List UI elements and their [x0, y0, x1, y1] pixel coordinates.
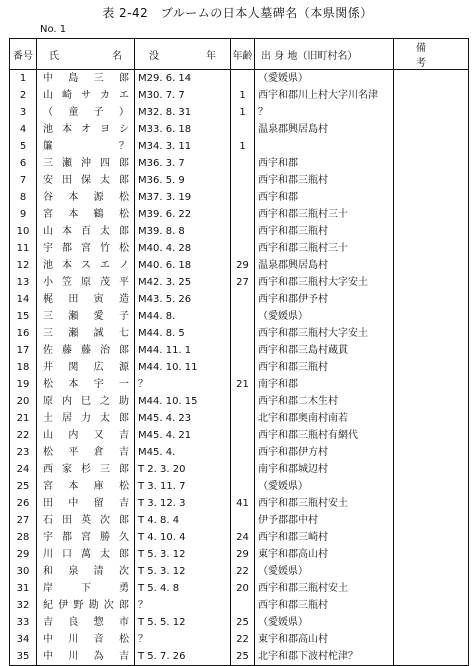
cell-death-year: M40. 4. 28 — [135, 240, 231, 257]
header-age: 年齢 — [231, 39, 255, 70]
cell-number: 10 — [10, 223, 37, 240]
table-row — [10, 410, 469, 427]
cell-name: 宇都宮竹松 — [37, 240, 135, 257]
cell-death-year: M37. 3. 19 — [135, 189, 231, 206]
cell-death-year: M32. 8. 31 — [135, 104, 231, 121]
cell-remarks — [394, 342, 469, 359]
cell-number: 12 — [10, 257, 37, 274]
cell-age — [231, 325, 255, 342]
cell-remarks — [394, 223, 469, 240]
cell-age — [231, 121, 255, 138]
cell-number: 6 — [10, 155, 37, 172]
cell-number: 20 — [10, 393, 37, 410]
cell-name: 中島三郎 — [37, 70, 135, 88]
table-row — [10, 597, 469, 614]
cell-number: 11 — [10, 240, 37, 257]
cell-age: 29 — [231, 546, 255, 563]
cell-remarks — [394, 155, 469, 172]
cell-death-year: M44. 11. 1 — [135, 342, 231, 359]
cell-birthplace: （愛媛県） — [255, 563, 394, 580]
cell-number: 24 — [10, 461, 37, 478]
cell-death-year: M45. 4. 23 — [135, 410, 231, 427]
cell-age: 1 — [231, 104, 255, 121]
cell-remarks — [394, 308, 469, 325]
table-row — [10, 342, 469, 359]
cell-birthplace: （愛媛県） — [255, 70, 394, 88]
cell-number: 17 — [10, 342, 37, 359]
cell-age — [231, 597, 255, 614]
table-row — [10, 87, 469, 104]
cell-death-year: M45. 4. 21 — [135, 427, 231, 444]
cell-birthplace: 東宇和郡高山村 — [255, 631, 394, 648]
cell-remarks — [394, 512, 469, 529]
cell-name: 紀伊野勘次郎 — [37, 597, 135, 614]
cell-birthplace: 西宇和郡三瓶村有網代 — [255, 427, 394, 444]
cell-number: 29 — [10, 546, 37, 563]
cell-remarks — [394, 240, 469, 257]
cell-age — [231, 155, 255, 172]
cell-number: 14 — [10, 291, 37, 308]
cell-birthplace: 西宇和郡三瓶村 — [255, 359, 394, 376]
cell-name: 三瀬沖四郎 — [37, 155, 135, 172]
cell-number: 31 — [10, 580, 37, 597]
table-row — [10, 529, 469, 546]
cell-death-year: T 4. 10. 4 — [135, 529, 231, 546]
cell-remarks — [394, 274, 469, 291]
cell-remarks — [394, 444, 469, 461]
cell-remarks — [394, 172, 469, 189]
table-row — [10, 104, 469, 121]
cell-number: 8 — [10, 189, 37, 206]
cell-number: 2 — [10, 87, 37, 104]
cell-birthplace: 伊予郡郡中村 — [255, 512, 394, 529]
cell-death-year: M33. 6. 18 — [135, 121, 231, 138]
cell-name: 吉良惣市 — [37, 614, 135, 631]
table-row — [10, 138, 469, 155]
table-row — [10, 308, 469, 325]
cell-number: 21 — [10, 410, 37, 427]
table-row — [10, 546, 469, 563]
table-row — [10, 70, 469, 88]
cell-remarks — [394, 257, 469, 274]
cell-number: 16 — [10, 325, 37, 342]
cell-remarks — [394, 580, 469, 597]
table-row — [10, 461, 469, 478]
table-row — [10, 563, 469, 580]
table-row — [10, 393, 469, 410]
cell-death-year: T 3. 11. 7 — [135, 478, 231, 495]
table-row — [10, 325, 469, 342]
table-row — [10, 189, 469, 206]
cell-birthplace: 北宇和郡奥南村南若 — [255, 410, 394, 427]
table-row — [10, 376, 469, 393]
cell-name: 中川為吉 — [37, 648, 135, 666]
cell-birthplace: 西宇和郡三瓶村大字安土 — [255, 325, 394, 342]
cell-name: 松本宇一 — [37, 376, 135, 393]
cell-name: 川口萬太郎 — [37, 546, 135, 563]
cell-name: 宮本庫松 — [37, 478, 135, 495]
table-row — [10, 172, 469, 189]
table-row — [10, 257, 469, 274]
cell-number: 5 — [10, 138, 37, 155]
cell-age — [231, 291, 255, 308]
cell-death-year: M34. 3. 11 — [135, 138, 231, 155]
cell-name: 池本スエノ — [37, 257, 135, 274]
table-row — [10, 478, 469, 495]
cell-number: 4 — [10, 121, 37, 138]
cell-name: 池本オヨシ — [37, 121, 135, 138]
cell-birthplace: 南宇和郡 — [255, 376, 394, 393]
cell-name: 松平倉吉 — [37, 444, 135, 461]
cell-remarks — [394, 87, 469, 104]
cell-age — [231, 223, 255, 240]
cell-death-year: M44. 8. 5 — [135, 325, 231, 342]
cell-age — [231, 410, 255, 427]
cell-name: 山内又吉 — [37, 427, 135, 444]
table-row — [10, 444, 469, 461]
cell-name: （童子） — [37, 104, 135, 121]
cell-remarks — [394, 121, 469, 138]
cell-age — [231, 70, 255, 88]
table-row — [10, 121, 469, 138]
cell-name: 宇都宮勝久 — [37, 529, 135, 546]
cell-age: 25 — [231, 648, 255, 666]
cell-name: 梶田寅造 — [37, 291, 135, 308]
cell-age — [231, 512, 255, 529]
cell-birthplace: 西宇和郡二木生村 — [255, 393, 394, 410]
cell-name: 谷本源松 — [37, 189, 135, 206]
cell-name: 三瀬愛子 — [37, 308, 135, 325]
table-row — [10, 223, 469, 240]
cell-name: 原内巳之助 — [37, 393, 135, 410]
cell-age: 41 — [231, 495, 255, 512]
cell-birthplace: 西宇和郡三瓶村 — [255, 597, 394, 614]
cell-death-year: T 5. 7. 26 — [135, 648, 231, 666]
cell-remarks — [394, 376, 469, 393]
cell-name: 田中留吉 — [37, 495, 135, 512]
cell-death-year: M40. 6. 18 — [135, 257, 231, 274]
cell-number: 28 — [10, 529, 37, 546]
cell-number: 35 — [10, 648, 37, 666]
cell-birthplace: 西宇和郡三瓶村安土 — [255, 495, 394, 512]
cell-number: 34 — [10, 631, 37, 648]
cell-number: 25 — [10, 478, 37, 495]
cell-age: 25 — [231, 614, 255, 631]
table-row — [10, 155, 469, 172]
cell-remarks — [394, 614, 469, 631]
cell-age — [231, 461, 255, 478]
cell-age — [231, 478, 255, 495]
cell-remarks — [394, 138, 469, 155]
cell-remarks — [394, 546, 469, 563]
cell-remarks — [394, 427, 469, 444]
cell-death-year: M30. 7. 7 — [135, 87, 231, 104]
cell-age — [231, 189, 255, 206]
cell-name: 中川音松 — [37, 631, 135, 648]
table-row — [10, 291, 469, 308]
cell-age — [231, 393, 255, 410]
table-row — [10, 512, 469, 529]
cell-death-year: M39. 6. 22 — [135, 206, 231, 223]
cell-death-year: M39. 8. 8 — [135, 223, 231, 240]
cell-birthplace: 西宇和郡三崎村 — [255, 529, 394, 546]
cell-birthplace: 西宇和郡伊予村 — [255, 291, 394, 308]
cell-birthplace: 西宇和郡三島村蔵貫 — [255, 342, 394, 359]
cell-death-year: T 5. 5. 12 — [135, 614, 231, 631]
cell-remarks — [394, 478, 469, 495]
header-number: 番号 — [10, 39, 37, 70]
cell-name: 宮本鶴松 — [37, 206, 135, 223]
cell-death-year: T 4. 8. 4 — [135, 512, 231, 529]
cell-age: 1 — [231, 87, 255, 104]
cell-age — [231, 206, 255, 223]
table-row — [10, 580, 469, 597]
cell-remarks — [394, 495, 469, 512]
cell-birthplace: 西宇和郡三瓶村安土 — [255, 580, 394, 597]
cell-age — [231, 342, 255, 359]
cell-death-year: M44. 8. — [135, 308, 231, 325]
table-row — [10, 614, 469, 631]
table-row — [10, 359, 469, 376]
cell-birthplace: 温泉郡興居島村 — [255, 257, 394, 274]
cell-age: 27 — [231, 274, 255, 291]
cell-death-year: ？ — [135, 376, 231, 393]
cell-name: 岸下勇 — [37, 580, 135, 597]
cell-birthplace: 西宇和郡 — [255, 189, 394, 206]
cell-number: 23 — [10, 444, 37, 461]
cell-death-year: M36. 5. 9 — [135, 172, 231, 189]
cell-birthplace: 東宇和郡高山村 — [255, 546, 394, 563]
cell-name: 西家杉三郎 — [37, 461, 135, 478]
cell-birthplace: ？ — [255, 104, 394, 121]
cell-number: 9 — [10, 206, 37, 223]
cell-number: 33 — [10, 614, 37, 631]
cell-number: 1 — [10, 70, 37, 88]
grave-names-table — [9, 38, 469, 666]
cell-remarks — [394, 461, 469, 478]
table-row — [10, 206, 469, 223]
cell-birthplace: 北宇和郡下波村柁津？ — [255, 648, 394, 666]
cell-birthplace: 西宇和郡 — [255, 155, 394, 172]
cell-death-year: M36. 3. 7 — [135, 155, 231, 172]
cell-death-year: ？ — [135, 597, 231, 614]
cell-death-year: M43. 5. 26 — [135, 291, 231, 308]
cell-number: 15 — [10, 308, 37, 325]
cell-remarks — [394, 189, 469, 206]
cell-birthplace: （愛媛県） — [255, 308, 394, 325]
table-row — [10, 495, 469, 512]
cell-death-year: T 5. 4. 8 — [135, 580, 231, 597]
cell-age — [231, 172, 255, 189]
cell-remarks — [394, 206, 469, 223]
cell-birthplace: 西宇和郡三瓶村 — [255, 172, 394, 189]
cell-death-year: T 5. 3. 12 — [135, 563, 231, 580]
cell-age — [231, 308, 255, 325]
cell-remarks — [394, 410, 469, 427]
cell-birthplace: （愛媛県） — [255, 614, 394, 631]
cell-remarks — [394, 104, 469, 121]
cell-remarks — [394, 529, 469, 546]
cell-age: 22 — [231, 631, 255, 648]
header-birthplace: 出 身 地（旧町村名） — [255, 39, 394, 70]
cell-number: 30 — [10, 563, 37, 580]
cell-age — [231, 444, 255, 461]
cell-number: 26 — [10, 495, 37, 512]
cell-name: 土居力太郎 — [37, 410, 135, 427]
cell-name: 佐藤藤治郎 — [37, 342, 135, 359]
cell-name: 三瀬誠七 — [37, 325, 135, 342]
cell-remarks — [394, 359, 469, 376]
table-row — [10, 240, 469, 257]
cell-name: 山崎サカエ — [37, 87, 135, 104]
cell-age: 24 — [231, 529, 255, 546]
cell-age: 29 — [231, 257, 255, 274]
cell-remarks — [394, 291, 469, 308]
cell-number: 7 — [10, 172, 37, 189]
cell-name: 山本百太郎 — [37, 223, 135, 240]
cell-birthplace: 温泉郡興居島村 — [255, 121, 394, 138]
cell-birthplace: 西宇和郡川上村大字川名津 — [255, 87, 394, 104]
cell-remarks — [394, 648, 469, 666]
cell-death-year: T 5. 3. 12 — [135, 546, 231, 563]
cell-age — [231, 427, 255, 444]
cell-age: 22 — [231, 563, 255, 580]
cell-death-year: M29. 6. 14 — [135, 70, 231, 88]
cell-remarks — [394, 325, 469, 342]
cell-number: 32 — [10, 597, 37, 614]
cell-death-year: M42. 3. 25 — [135, 274, 231, 291]
cell-birthplace: 西宇和郡三瓶村 — [255, 223, 394, 240]
header-name: 氏 名 — [37, 39, 135, 70]
table-body — [10, 70, 469, 666]
header-row — [10, 39, 469, 70]
header-death-year: 没 年 — [135, 39, 231, 70]
cell-remarks — [394, 70, 469, 88]
cell-name: 安田保太郎 — [37, 172, 135, 189]
cell-name: 簾？ — [37, 138, 135, 155]
table-row — [10, 274, 469, 291]
cell-death-year: M45. 4. — [135, 444, 231, 461]
cell-name: 和泉清次 — [37, 563, 135, 580]
cell-birthplace: 西宇和郡三瓶村三十 — [255, 240, 394, 257]
cell-birthplace — [255, 138, 394, 155]
header-remarks: 備 考 — [394, 39, 469, 70]
cell-birthplace: 西宇和郡三瓶村大字安土 — [255, 274, 394, 291]
cell-age: 20 — [231, 580, 255, 597]
cell-death-year: M44. 10. 11 — [135, 359, 231, 376]
cell-death-year: M44. 10. 15 — [135, 393, 231, 410]
table-row — [10, 648, 469, 666]
cell-birthplace: 西宇和郡伊方村 — [255, 444, 394, 461]
table-number: No. 1 — [40, 24, 67, 35]
table-row — [10, 427, 469, 444]
cell-name: 石田英次郎 — [37, 512, 135, 529]
cell-birthplace: （愛媛県） — [255, 478, 394, 495]
cell-death-year: T 2. 3. 20 — [135, 461, 231, 478]
cell-number: 22 — [10, 427, 37, 444]
cell-death-year: ？ — [135, 631, 231, 648]
cell-age — [231, 240, 255, 257]
cell-number: 27 — [10, 512, 37, 529]
cell-age: 21 — [231, 376, 255, 393]
cell-birthplace: 南宇和郡城辺村 — [255, 461, 394, 478]
cell-remarks — [394, 563, 469, 580]
cell-death-year: T 3. 12. 3 — [135, 495, 231, 512]
cell-age: 1 — [231, 138, 255, 155]
cell-number: 13 — [10, 274, 37, 291]
cell-remarks — [394, 393, 469, 410]
cell-remarks — [394, 597, 469, 614]
cell-age — [231, 359, 255, 376]
cell-number: 3 — [10, 104, 37, 121]
cell-name: 小笠原茂平 — [37, 274, 135, 291]
cell-name: 井関広源 — [37, 359, 135, 376]
cell-number: 18 — [10, 359, 37, 376]
cell-birthplace: 西宇和郡三瓶村三十 — [255, 206, 394, 223]
cell-number: 19 — [10, 376, 37, 393]
table-title: 表 2-42 ブルームの日本人墓碑名（本県関係） — [102, 6, 373, 20]
